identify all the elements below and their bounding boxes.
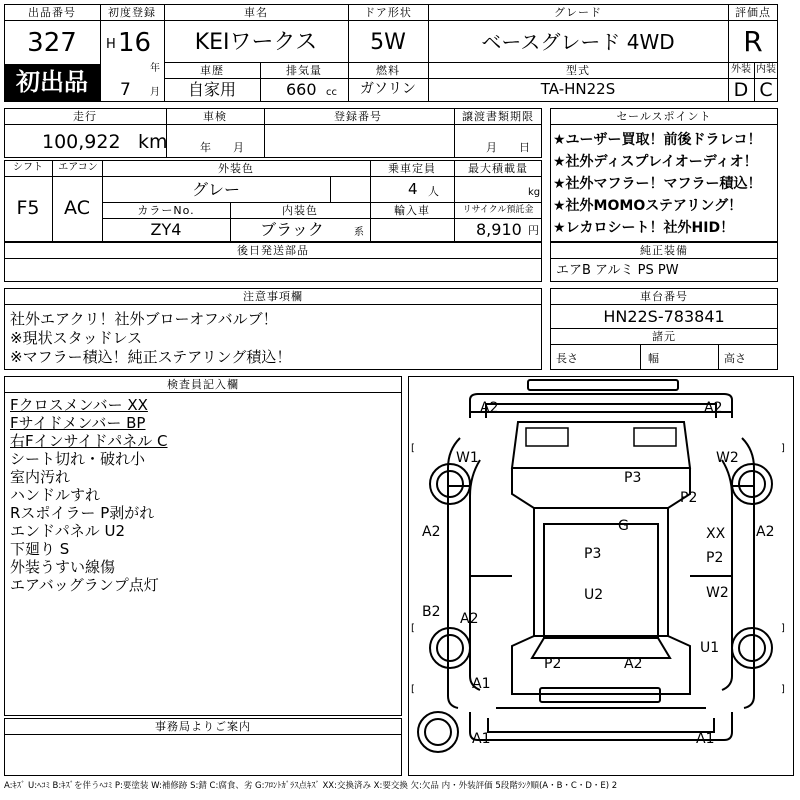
inspector-line: シート切れ・破れ小	[10, 450, 146, 468]
svg-text:[: [	[411, 684, 415, 695]
reg-month-unit: 月	[150, 87, 160, 98]
damage-mark: W1	[456, 450, 479, 466]
exterior: グレー	[191, 180, 241, 199]
svg-text:[: [	[411, 623, 415, 634]
legend: A:ｷｽﾞ U:ﾍｺﾐ B:ｷｽﾞを伴うﾍｺﾐ P:要塗装 W:補修跡 S:錆 C:腐食、劣 G:ﾌﾛﾝﾄｶﾞﾗｽ点ｷｽﾞ XX:交換済み X:要交換 欠:欠品 内・外装評価 5段階ﾗﾝｸ順(A・B・C・D・E) 2	[4, 781, 618, 791]
model: TA-HN22S	[540, 80, 616, 98]
load-unit: kg	[528, 187, 541, 198]
damage-mark: A1	[472, 731, 491, 747]
damage-mark: A2	[480, 400, 499, 416]
equipment-value: エアB アルミ PS PW	[556, 263, 679, 278]
inspector-line: ハンドルすれ	[10, 486, 101, 504]
inspector-line: Fサイドメンバー BP	[10, 414, 146, 432]
inspector-line: エンドパネル U2	[10, 522, 125, 540]
damage-mark: P2	[706, 550, 724, 566]
lot-number: 327	[27, 28, 77, 58]
inspector-line: 右Fインサイドパネル C	[10, 432, 168, 450]
damage-mark: A2	[756, 524, 775, 540]
reg-era: H	[106, 37, 116, 52]
shift-label: シフト	[13, 162, 43, 173]
mileage: 100,922	[42, 131, 121, 153]
sales-point-item: ★社外マフラー！マフラー積込！	[553, 176, 762, 192]
svg-text:]: ]	[781, 684, 785, 695]
chassis-label: 車台番号	[640, 290, 688, 303]
damage-marks	[408, 376, 794, 776]
fuel-label: 燃料	[376, 64, 400, 77]
reg-year-unit: 年	[150, 63, 160, 74]
interior-suffix: 系	[354, 227, 364, 238]
plate-label: 登録番号	[334, 110, 382, 123]
sales-points-label: セールスポイント	[616, 110, 712, 123]
ext-grade: D	[733, 79, 749, 101]
damage-mark: A1	[696, 731, 715, 747]
damage-mark: U2	[584, 587, 604, 603]
reg-year: 16	[118, 28, 152, 58]
lot-label: 出品番号	[28, 6, 76, 19]
transfer-md: 月 日	[486, 141, 530, 154]
reg-month: 7	[120, 80, 131, 100]
recycle: 8,910	[476, 220, 522, 239]
svg-text:]: ]	[781, 623, 785, 634]
inspector-list	[10, 396, 168, 594]
damage-mark: P3	[624, 470, 642, 486]
door: 5W	[370, 30, 406, 55]
damage-mark: A1	[472, 676, 491, 692]
car-name-label: 車名	[244, 6, 268, 19]
dims-height: 高さ	[724, 352, 746, 365]
inspector-line: Rスポイラー P剥がれ	[10, 504, 155, 522]
inspector-label: 検査員記入欄	[167, 378, 239, 391]
svg-text:]: ]	[781, 443, 785, 454]
shift: F5	[16, 197, 40, 219]
exterior-label: 外装色	[218, 162, 254, 175]
color-no-label: カラーNo.	[137, 204, 195, 217]
import-label: 輸入車	[394, 204, 430, 217]
recycle-label: リサイクル預託金	[462, 205, 534, 215]
damage-mark: A2	[704, 400, 723, 416]
model-label: 型式	[566, 64, 590, 77]
int-label: 内装	[756, 64, 776, 75]
inspector-line: 室内汚れ	[10, 468, 71, 486]
grade-label: グレード	[554, 6, 602, 19]
ac-label: エアコン	[58, 162, 98, 173]
inspector-line: 下廻り S	[10, 540, 70, 558]
note-line: ※現状スタッドレス	[10, 329, 143, 347]
history-label: 車歴	[200, 64, 224, 77]
dims-label: 諸元	[652, 330, 676, 343]
displacement-unit: cc	[326, 87, 337, 98]
damage-mark: U1	[700, 640, 720, 656]
interior-label: 内装色	[282, 204, 318, 217]
inspection-label: 車検	[203, 110, 227, 123]
car-name: KEIワークス	[194, 30, 318, 55]
sales-point-item: ★社外ディスプレイオーディオ！	[553, 154, 758, 170]
inspection-ym: 年 月	[200, 141, 244, 154]
notes-list	[10, 310, 291, 367]
damage-mark: B2	[422, 604, 441, 620]
reg-label: 初度登録	[108, 6, 156, 19]
capacity: 4	[408, 180, 418, 198]
damage-mark: A2	[422, 524, 441, 540]
parts-label: 後日発送部品	[237, 244, 309, 257]
damage-mark: A2	[624, 656, 643, 672]
door-label: ドア形状	[364, 6, 412, 19]
history: 自家用	[187, 80, 237, 99]
inspector-line: Fクロスメンバー XX	[10, 396, 148, 414]
ext-label: 外装	[731, 64, 751, 75]
damage-mark: P2	[544, 656, 562, 672]
note-line: ※マフラー積込！純正ステアリング積込！	[10, 348, 292, 366]
capacity-label: 乗車定員	[388, 162, 436, 175]
interior: ブラック	[260, 220, 324, 239]
damage-mark: G	[618, 518, 629, 534]
inspector-line: エアバッグランプ点灯	[10, 576, 159, 594]
score-label: 評価点	[735, 6, 771, 19]
inspector-line: 外装うすい線傷	[10, 558, 116, 576]
sales-point-item: ★社外MOMOステアリング！	[553, 198, 743, 214]
ac: AC	[64, 197, 90, 219]
damage-mark: A2	[460, 611, 479, 627]
damage-mark: P3	[584, 546, 602, 562]
capacity-unit: 人	[428, 185, 439, 198]
load-label: 最大積載量	[468, 162, 528, 175]
note-line: 社外エアクリ！社外ブローオフバルブ！	[10, 310, 278, 328]
damage-mark: W2	[716, 450, 739, 466]
equipment-label: 純正装備	[640, 244, 688, 257]
displacement-label: 排気量	[286, 64, 322, 77]
grade: ベースグレード 4WD	[481, 30, 675, 54]
mileage-label: 走行	[73, 110, 97, 123]
color-no: ZY4	[150, 220, 182, 239]
first-listing-badge-text: 初出品	[16, 68, 88, 96]
notes-label: 注意事項欄	[243, 290, 303, 303]
svg-text:[: [	[411, 443, 415, 454]
displacement: 660	[286, 80, 317, 99]
dims-length: 長さ	[556, 352, 578, 365]
chassis-number: HN22S-783841	[603, 307, 725, 326]
score: R	[743, 25, 763, 58]
sales-point-item: ★ユーザー買取！前後ドラレコ！	[553, 132, 762, 148]
sales-points-list	[553, 129, 778, 239]
mileage-unit: km	[138, 131, 168, 153]
damage-mark: P2	[680, 490, 698, 506]
office-label: 事務局よりご案内	[155, 720, 251, 733]
damage-mark: W2	[706, 585, 729, 601]
dims-width: 幅	[648, 352, 659, 365]
int-grade: C	[759, 79, 773, 101]
recycle-unit: 円	[528, 224, 539, 237]
transfer-label: 譲渡書類期限	[462, 110, 534, 123]
sales-point-item: ★レカロシート！社外HID！	[553, 220, 735, 236]
damage-mark: XX	[706, 526, 726, 542]
fuel: ガソリン	[360, 81, 416, 97]
